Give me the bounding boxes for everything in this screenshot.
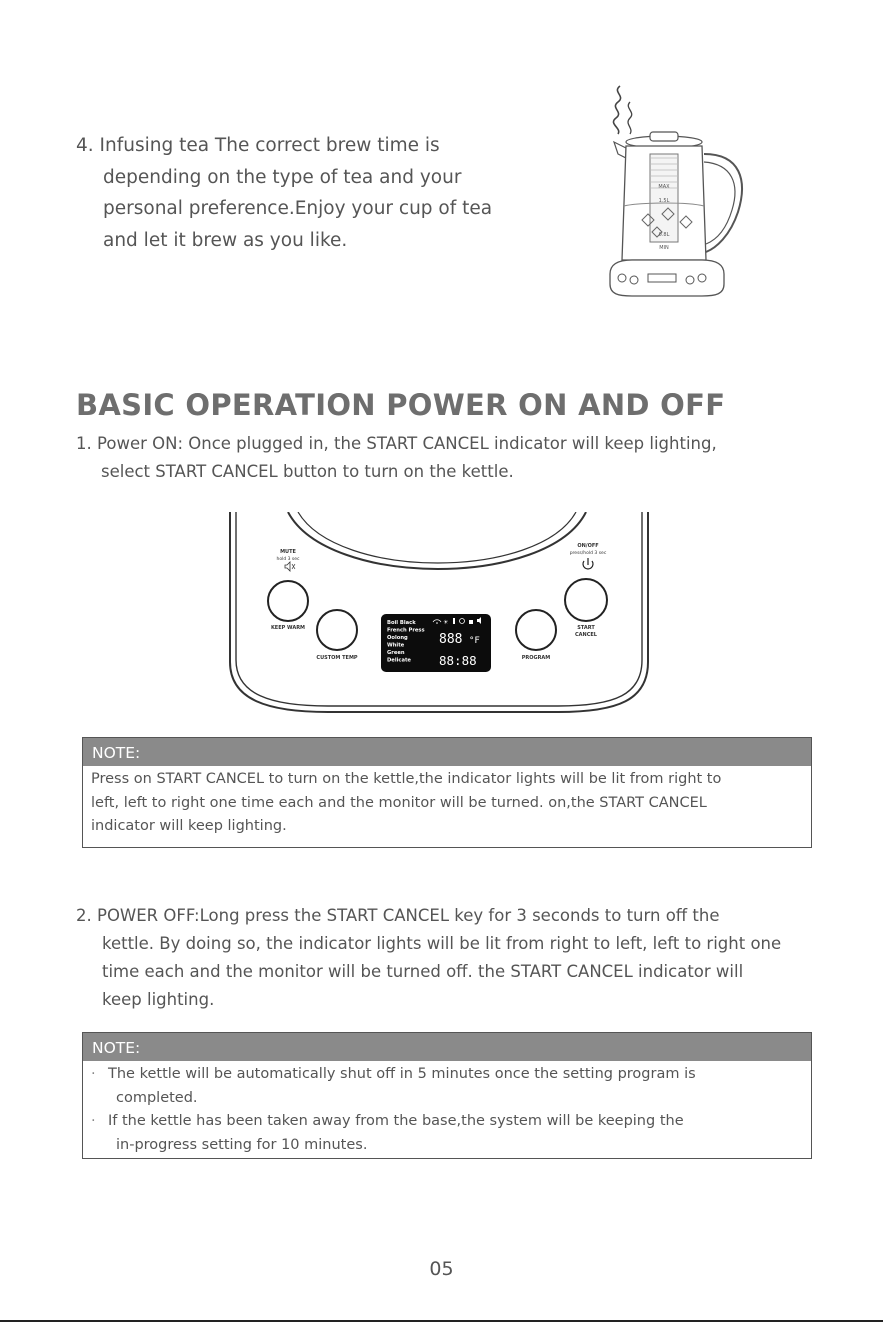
note-line: completed. [116,1089,198,1106]
note-line: indicator will keep lighting. [91,818,287,834]
keep-warm-button[interactable] [268,581,308,621]
step-2-line: keep lighting. [102,990,215,1009]
step-4-line: and let it brew as you like. [103,229,348,251]
step-4-line: depending on the type of tea and your [103,166,462,188]
level-mark: MIN [659,245,669,251]
program-button[interactable] [516,610,556,650]
note-title: NOTE: [83,738,811,766]
bullet-marker: · [91,1066,96,1082]
custom-temp-button[interactable] [317,610,357,650]
note-title: NOTE: [83,1033,811,1061]
note-line: Press on START CANCEL to turn on the kettle,the indicator lights will be lit from right to [91,771,722,787]
kettle-illustration [592,84,752,308]
step-4-line: personal preference.Enjoy your cup of tea [103,198,493,219]
tea-type-label: Delicate [387,657,411,664]
program-label: PROGRAM [521,655,551,661]
section-title: BASIC OPERATION POWER ON AND OFF [76,388,726,422]
mute-hint: hold 3 sec [276,557,300,562]
level-mark: 0.8L [658,232,670,238]
step-2-line: 2. POWER OFF:Long press the START CANCEL key for 3 seconds to turn off the [76,906,720,925]
level-mark: 1.5L [658,198,670,204]
step-2-text [76,902,781,1014]
tea-type-label: French Press [387,627,425,634]
note-body [83,1061,811,1157]
step-2-line: kettle. By doing so, the indicator lights will be lit from right to left, left to right one [102,934,782,953]
step-1-line: 1. Power ON: Once plugged in, the START CANCEL indicator will keep lighting, [76,434,717,453]
note-bullet [91,1063,803,1087]
cancel-label: CANCEL [575,632,597,638]
step-1-line: select START CANCEL button to turn on the kettle. [101,462,514,481]
level-mark: MAX [658,184,670,190]
mute-label: MUTE [280,549,296,555]
tea-type-label: Green [387,650,405,656]
time-readout: 88:88 [439,653,477,668]
lock-icon [469,620,473,624]
note-line: If the kettle has been taken away from the base,the system will be keeping the [108,1113,684,1129]
steam-icon [613,86,620,134]
start-cancel-button[interactable] [565,579,607,621]
note-bullet [91,1110,803,1134]
note-line: The kettle will be automatically shut off in 5 minutes once the setting program is [108,1066,696,1082]
mute-icon [285,562,295,571]
note-line: left, left to right one time each and the monitor will be turned. on,the START CANCEL [91,794,707,811]
note-line: in-progress setting for 10 minutes. [116,1136,368,1153]
onoff-hint: press/hold 3 sec [569,551,607,556]
thermometer-icon [453,618,455,624]
step-4-line: 4. Infusing tea The correct brew time is [76,135,440,156]
keep-warm-label: KEEP WARM [270,625,306,631]
temperature-readout: 888 [439,632,463,647]
sun-icon: ☀ [443,619,449,626]
footer-rule [0,1320,883,1322]
control-panel-diagram [228,512,658,726]
bullet-marker: · [91,1113,96,1129]
note-box [82,737,812,848]
kettle-drawing [592,84,752,304]
control-panel-drawing [228,512,658,722]
page-number: 05 [429,1258,454,1280]
start-label: START [577,625,595,631]
tea-type-label: Boil Black [387,620,416,626]
step-1-text [76,430,717,486]
step-2-line: time each and the monitor will be turned off. the START CANCEL indicator will [102,962,744,981]
tea-type-label: Oolong [387,635,408,641]
onoff-label: ON/OFF [577,543,599,549]
tea-type-label: White [387,642,405,649]
note-body [83,766,811,839]
temperature-unit: °F [469,636,480,646]
note-box [82,1032,812,1159]
custom-temp-label: CUSTOM TEMP [316,655,358,661]
power-icon [583,558,593,569]
step-4-text [76,130,492,256]
